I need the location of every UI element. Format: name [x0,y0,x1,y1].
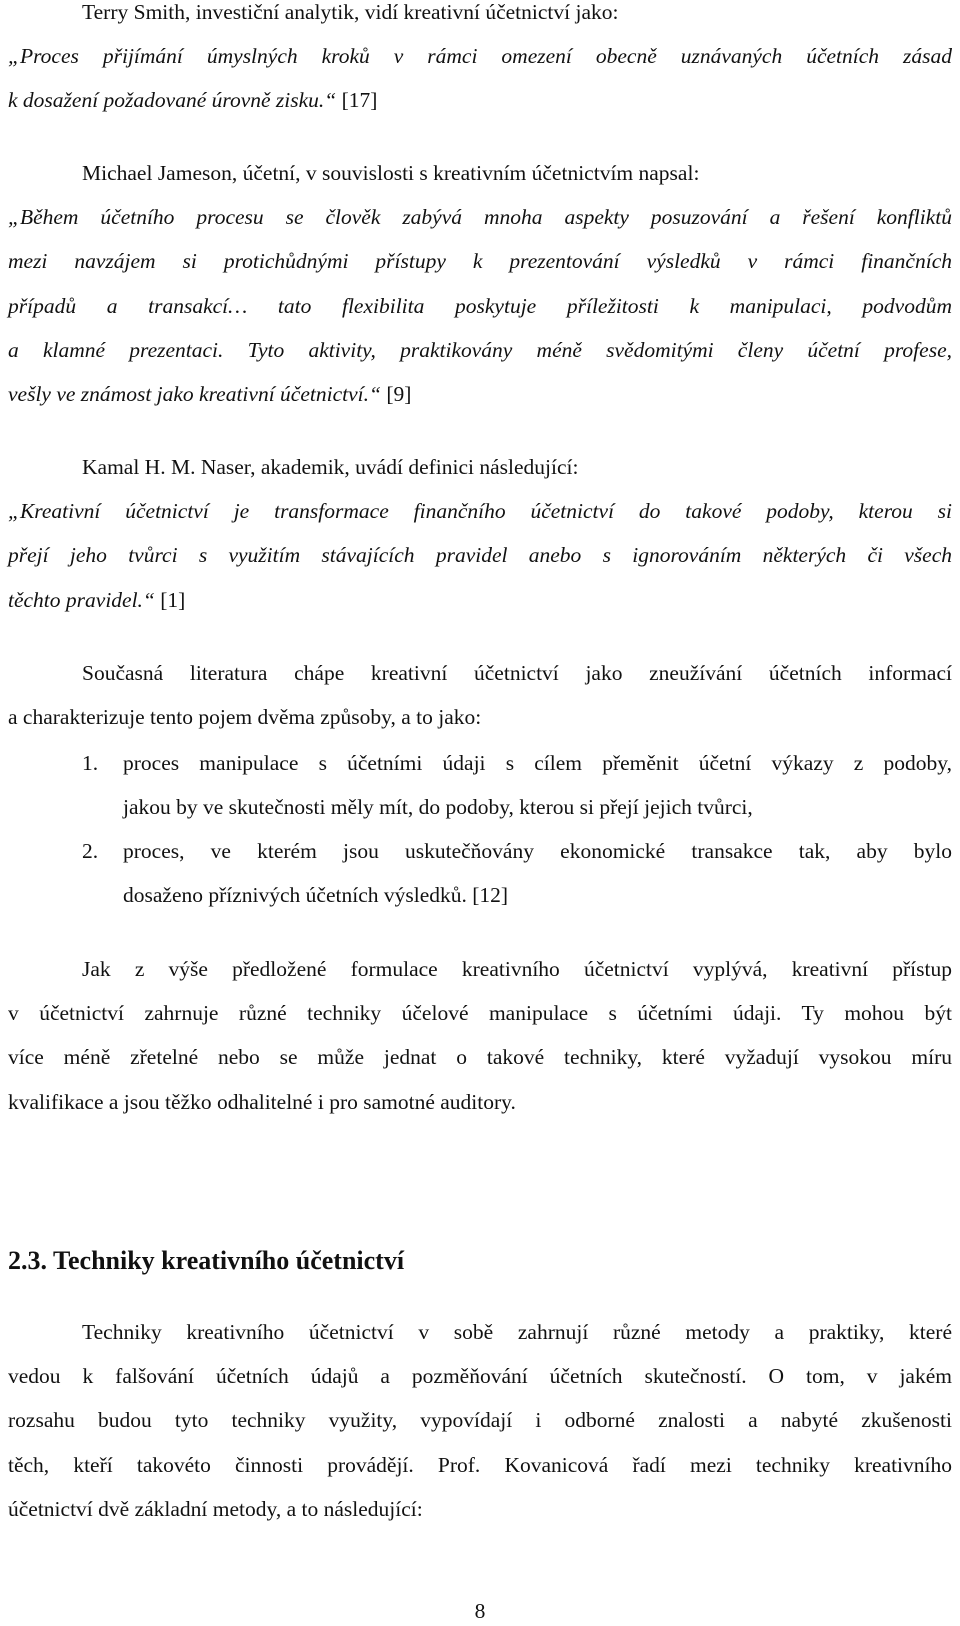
quote-line: případů a transakcí… tato flexibilita poskytuje příležitosti k manipulaci, podvodům [8,294,952,318]
quote-line: vešly ve známost jako kreativní účetnictví.“ [9] [8,382,412,406]
quote-line: „Během účetního procesu se člověk zabývá mnoha aspekty posuzování a řešení konfliktů [8,205,952,229]
quote-line: mezi navzájem si protichůdnými přístupy k prezentování výsledků v rámci finančních [8,249,952,273]
paragraph-line: kvalifikace a jsou těžko odhalitelné i pro samotné auditory. [8,1090,516,1114]
citation-ref: [1] [154,588,186,612]
list-item: dosaženo příznivých účetních výsledků. [12] [123,883,509,907]
quote-line: přejí jeho tvůrci s využitím stávajících pravidel anebo s ignorováním některých či všech [8,543,952,567]
paragraph-line: účetnictví dvě základní metody, a to následující: [8,1497,423,1521]
page-number: 8 [474,1599,486,1623]
paragraph-line: Techniky kreativního účetnictví v sobě zahrnují různé metody a praktiky, které [82,1320,952,1344]
paragraph-line: více méně zřetelné nebo se může jednat o takové techniky, které vyžadují vysokou míru [8,1045,952,1069]
paragraph-line: Jak z výše předložené formulace kreativního účetnictví vyplývá, kreativní přístup [82,957,952,981]
paragraph-line: Terry Smith, investiční analytik, vidí kreativní účetnictví jako: [82,0,619,24]
quote-line: „Proces přijímání úmyslných kroků v rámci omezení obecně uznávaných účetních zásad [8,44,952,68]
list-item: proces, ve kterém jsou uskutečňovány ekonomické transakce tak, aby bylo [123,839,952,863]
citation-ref: [9] [380,382,412,406]
quote-line: a klamné prezentaci. Tyto aktivity, praktikovány méně svědomitými členy účetní profese, [8,338,952,362]
quote-line: „Kreativní účetnictví je transformace finančního účetnictví do takové podoby, kterou si [8,499,952,523]
paragraph-line: vedou k falšování účetních údajů a pozměňování účetních skutečností. O tom, v jakém [8,1364,952,1388]
list-number: 1. [82,751,99,775]
list-number: 2. [82,839,99,863]
paragraph-line: Michael Jameson, účetní, v souvislosti s kreativním účetnictvím napsal: [82,161,700,185]
paragraph-line: Současná literatura chápe kreativní účetnictví jako zneužívání účetních informací [82,661,952,685]
quote-line: těchto pravidel.“ [1] [8,588,186,612]
quote-line: k dosažení požadované úrovně zisku.“ [17] [8,88,378,112]
paragraph-line: rozsahu budou tyto techniky využity, vypovídají i odborné znalosti a nabyté zkušenosti [8,1408,952,1432]
paragraph-line: Kamal H. M. Naser, akademik, uvádí definici následující: [82,455,579,479]
list-item: proces manipulace s účetními údaji s cílem přeměnit účetní výkazy z podoby, [123,751,952,775]
paragraph-line: v účetnictví zahrnuje různé techniky účelové manipulace s účetními údaji. Ty mohou být [8,1001,952,1025]
list-item: jakou by ve skutečnosti měly mít, do podoby, kterou si přejí jejich tvůrci, [123,795,753,819]
section-heading: 2.3. Techniky kreativního účetnictví [8,1246,405,1275]
paragraph-line: a charakterizuje tento pojem dvěma způsoby, a to jako: [8,705,482,729]
paragraph-line: těch, kteří takovéto činnosti provádějí. Prof. Kovanicová řadí mezi techniky kreativního [8,1453,952,1477]
citation-ref: [17] [336,88,378,112]
